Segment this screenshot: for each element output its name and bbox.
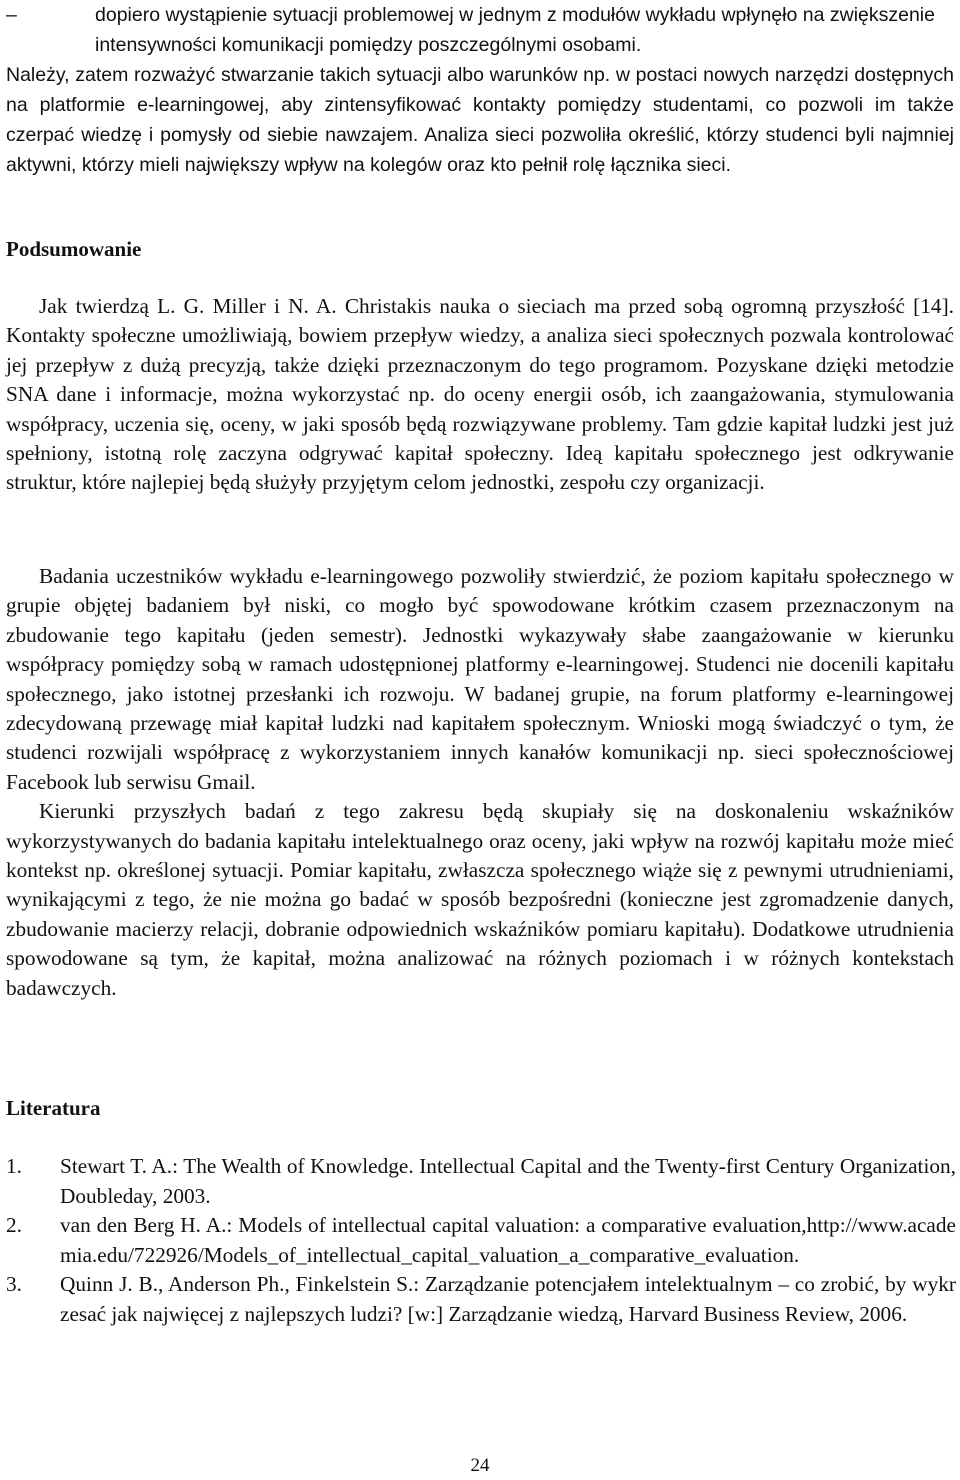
reference-number: 2. xyxy=(6,1213,22,1238)
summary-paragraph-1: Jak twierdzą L. G. Miller i N. A. Christakis nauka o sieciach ma przed sobą ogromną przyszłość [14]. Kontakty społeczne umożliwiają, bowiem przepływ wiedzy, a analiza sieci społecznych pozwala kontrolować jej przepływ z dużą precyzją, także dzięki przeznaczonym do tego programom. Pozyskane dzięki metodzie SNA dane i informacje, można wykorzystać np. do oceny energii osób, ich zaangażowania, stymulowania współpracy, uczenia się, oceny, w jaki sposób będą rozwiązywane problemy. Tam gdzie kapitał ludzki jest już spełniony, istotną rolę zaczyna odgrywać kapitał społeczny. Ideą kapitału społecznego jest odkrywanie struktur, które najlepiej będą służyły przyjętym celom jednostki, zespołu czy organizacji. xyxy=(6,294,954,495)
summary-paragraph-2: Badania uczestników wykładu e-learningowego pozwoliły stwierdzić, że poziom kapitału społecznego w grupie objętej badaniem był niski, co mogło być spowodowane krótkim czasem przeznaczonym na zbudowanie tego kapitału (jeden semestr). Jednostki wykazywały słabe zaangażowanie w kierunku współpracy pomiędzy sobą w ramach udostępnionej platformy e-learningowej. Studenci nie docenili kapitału społecznego, jako istotnej przesłanki ich rozwoju. W badanej grupie, na forum platformy e-learningowej zdecydowaną przewagę miał kapitał ludzki nad kapitałem społecznym. Wnioski mogą świadczyć o tym, że studenci rozwijali współpracę z wykorzystaniem innych kanałów komunikacji np. sieci społecznościowej Facebook lub serwisu Gmail. xyxy=(6,564,954,794)
summary-remaining-paragraphs-block xyxy=(6,562,954,1003)
intro-paragraph: Należy, zatem rozważyć stwarzanie takich sytuacji albo warunków np. w postaci nowych narzędzi dostępnych na platformie e-learningowej, aby zintensyfikować kontakty pomiędzy studentami, co pozwoli im także czerpać wiedzę i pomysły od siebie nawzajem. Analiza sieci pozwoliła określić, którzy studenci byli najmniej aktywni, którzy mieli największy wpływ na kolegów oraz kto pełnił rolę łącznika sieci. xyxy=(6,64,954,176)
bullet-text: dopiero wystąpienie sytuacji problemowej w jednym z modułów wykładu wpłynęło na zwiększenie intensywności komunikacji pomiędzy poszczególnymi osobami. xyxy=(95,4,935,56)
bullet-list-item xyxy=(0,0,955,60)
literature-heading: Literatura xyxy=(6,1096,101,1120)
reference-text: Stewart T. A.: The Wealth of Knowledge. Intellectual Capital and the Twenty-first Century Organization, Doubleday, 2003. xyxy=(60,1154,956,1208)
reference-item-2 xyxy=(6,1211,956,1270)
summary-first-paragraph-block xyxy=(6,292,954,498)
reference-item-3 xyxy=(6,1270,956,1329)
summary-heading: Podsumowanie xyxy=(6,237,142,261)
reference-item-1 xyxy=(6,1152,956,1211)
reference-text: Quinn J. B., Anderson Ph., Finkelstein S.: Zarządzanie potencjałem intelektualnym – co zrobić, by wykrzesać jak najwięcej z najlepszych ludzi? [w:] Zarządzanie wiedzą, Harvard Business Review, 2006. xyxy=(60,1272,956,1326)
reference-text: van den Berg H. A.: Models of intellectual capital valuation: a comparative evaluation,http://www.academia.edu/722926/Models_of_intellectual_capital_valuation_a_comparative_evaluation. xyxy=(60,1213,956,1267)
reference-list xyxy=(6,1152,956,1330)
summary-paragraph-3: Kierunki przyszłych badań z tego zakresu będą skupiały się na doskonaleniu wskaźników wykorzystywanych do badania kapitału intelektualnego oraz oceny, jaki wpływ na rozwój kapitału może mieć kontekst np. określonej sytuacji. Pomiar kapitału, zwłaszcza społecznego wiąże się z pewnymi utrudnieniami, wynikającymi z tego, że nie można go badać w sposób bezpośredni (konieczne jest zgromadzenie danych, zbudowanie macierzy relacji, dobranie odpowiednich wskaźników pomiaru kapitału). Dodatkowe utrudnienia spowodowane są tym, że kapitał, można analizować na różnych poziomach i w różnych kontekstach badawczych. xyxy=(6,799,954,1000)
reference-number: 1. xyxy=(6,1154,22,1178)
page-number: 24 xyxy=(470,1455,490,1476)
reference-number: 3. xyxy=(6,1272,22,1297)
bullet-dash-icon: – xyxy=(6,4,17,26)
